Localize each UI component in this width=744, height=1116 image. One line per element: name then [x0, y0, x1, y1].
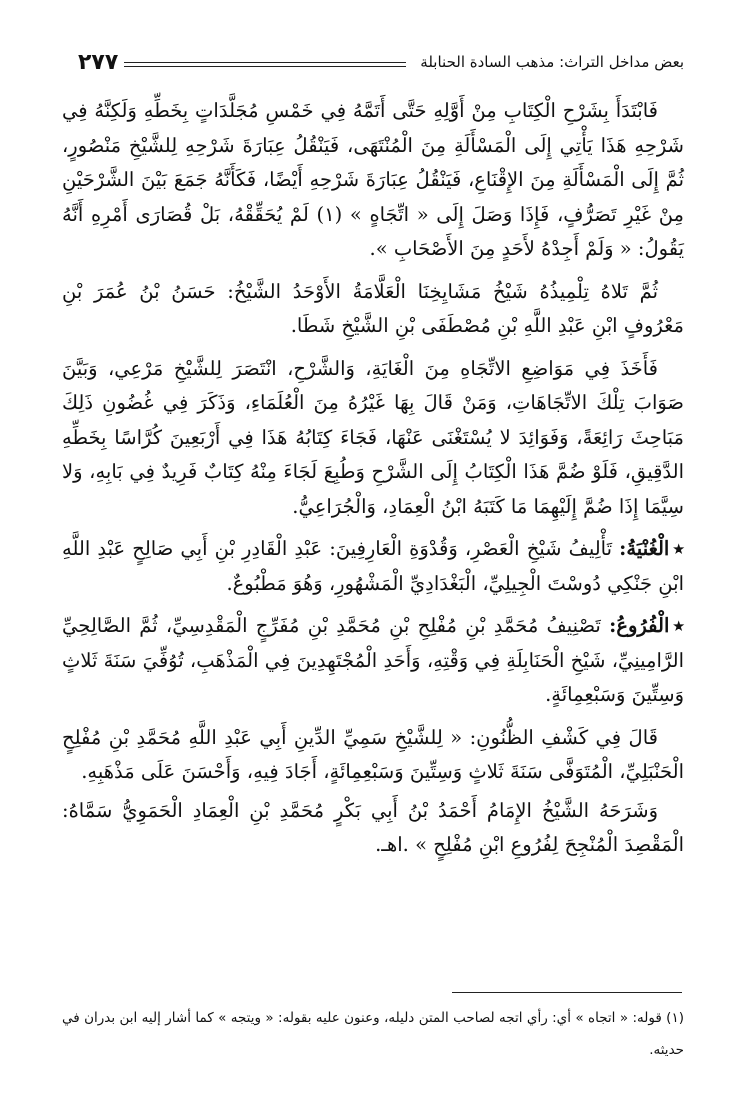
entry-title: الْفُرُوعُ:	[609, 614, 670, 637]
paragraph-student: ثُمَّ تَلاهُ تِلْمِيذُهُ شَيْخُ مَشَايِخِنَا الْعَلَّامَةُ الأَوْحَدُ الشَّيْخُ: حَسَنُ بْنُ عُمَرَ بْنِ مَعْرُوفٍ ابْنِ عَبْدِ اللَّهِ بْنِ مُصْطَفَى بْنِ الشَّيْخِ شَطَا.	[62, 279, 684, 337]
paragraph-method: فَأَخَذَ فِي مَوَاضِعِ الاتِّجَاهِ مِنَ الْغَايَةِ، وَالشَّرْحِ، انْتَصَرَ لِلشَّيْخِ مَرْعِي، وَبَيَّنَ صَوَابَ تِلْكَ الاتِّجَاهَاتِ، وَمَنْ قَالَ بِهَا غَيْرُهُ مِنَ الْعُلَمَاءِ، وَذَكَرَ فِي غُضُونِ ذَلِكَ مَبَاحِثَ رَائِعَةً، وَفَوَائِدَ لا يُسْتَغْنَى عَنْهَا، فَجَاءَ كِتَابُهُ هَذَا فِي أَرْبَعِينَ كُرَّاسًا بِخَطِّهِ الدَّقِيقِ، فَلَوْ ضُمَّ هَذَا الْكِتَابُ إِلَى الشَّرْحِ وَطُبِعَ لَجَاءَ مِنْهُ كِتَابٌ فَرِيدٌ فِي بَابِهِ، وَلا سِيَّمَا إِذَا ضُمَّ إِلَيْهِمَا مَا كَتَبَهُ ابْنُ الْعِمَادِ، وَالْجُرَاعِيُّ.	[62, 356, 684, 518]
main-text	[62, 94, 684, 871]
entry-description: تَصْنِيفُ مُحَمَّدِ بْنِ مُفْلِحِ بْنِ مُحَمَّدِ بْنِ مُفَرِّجٍ الْمَقْدِسِيِّ، ثُمَّ الصَّالِحِيِّ الرَّامِينِيِّ، شَيْخِ الْحَنَابِلَةِ فِي وَقْتِهِ، وَأَحَدِ الْمُجْتَهِدِينَ فِي الْمَذْهَبِ، تُوُفِّيَ سَنَةَ ثَلاثٍ وَسِتِّينَ وَسَبْعِمِائَةٍ.	[62, 614, 684, 706]
entry-furu	[62, 609, 684, 713]
entry-description: تَأْلِيفُ شَيْخِ الْعَصْرِ، وَقُدْوَةِ الْعَارِفِينَ: عَبْدِ الْقَادِرِ بْنِ أَبِي صَالِحٍ عَبْدِ اللَّهِ ابْنِ جَنْكِي دُوسْتَ الْجِيلِيِّ، الْبَغْدَادِيِّ الْمَشْهُورِ، وَهُوَ مَطْبُوعٌ.	[62, 537, 684, 595]
entry-ghunya	[62, 532, 684, 601]
header-rule	[124, 62, 406, 63]
footnote-separator	[452, 992, 682, 993]
bullet-star-icon: ٭	[673, 537, 684, 560]
paragraph-intro: فَابْتَدَأَ بِشَرْحِ الْكِتَابِ مِنْ أَوَّلِهِ حَتَّى أَتَمَّهُ فِي خَمْسِ مُجَلَّدَاتٍ بِخَطِّهِ وَلَكِنَّهُ فِي شَرْحِهِ هَذَا يَأْتِي إِلَى الْمَسْأَلَةِ مِنَ الْمُنْتَهَى، فَيَنْقُلُ عِبَارَةَ شَرْحِهِ لِلشَّيْخِ مَنْصُورٍ، ثُمَّ إِلَى الْمَسْأَلَةِ مِنَ الإِقْنَاعِ، فَيَنْقُلُ عِبَارَةَ شَرْحِهِ أَيْضًا، فَكَأَنَّهُ جَمَعَ بَيْنَ الشَّرْحَيْنِ مِنْ غَيْرِ تَصَرُّفٍ، فَإِذَا وَصَلَ إِلَى « اتِّجَاهٍ » (١) لَمْ يُحَقِّقْهُ، بَلْ قُصَارَى أَمْرِهِ أَنَّهُ يَقُولُ: « وَلَمْ أَجِدْهُ لأَحَدٍ مِنَ الأَصْحَابِ ».	[62, 99, 684, 260]
bullet-star-icon: ٭	[673, 614, 684, 637]
paragraph-commentary: وَشَرَحَهُ الشَّيْخُ الإِمَامُ أَحْمَدُ بْنُ أَبِي بَكْرٍ مُحَمَّدِ بْنِ الْعِمَادِ الْحَمَوِيُّ سَمَّاهُ: الْمَقْصِدَ الْمُنْجِحَ لِفُرُوعِ ابْنِ مُفْلِحٍ » .اهـ.	[62, 798, 684, 856]
footnote: (١) قوله: « اتجاه » أي: رأي اتجه لصاحب المتن دليله، وعنون عليه بقوله: « ويتجه » كما أشار إليه ابن بدران في حديثه.	[62, 1010, 684, 1058]
paragraph-kashf: قَالَ فِي كَشْفِ الظُّنُونِ: « لِلشَّيْخِ سَمِيِّ الدِّينِ أَبِي عَبْدِ اللَّهِ مُحَمَّدِ بْنِ مُفْلِحٍ الْحَنْبَلِيِّ، الْمُتَوَفَّى سَنَةَ ثَلاثٍ وَسِتِّينَ وَسَبْعِمِائَةٍ، أَجَادَ فِيهِ، وَأَحْسَنَ عَلَى مَذْهَبِهِ.	[62, 725, 684, 783]
page-header	[78, 42, 684, 82]
entry-title: الْغُنْيَةُ:	[619, 537, 670, 560]
page-number: ٢٧٧	[78, 49, 119, 75]
running-title: بعض مداخل التراث: مذهب السادة الحنابلة	[420, 53, 684, 71]
